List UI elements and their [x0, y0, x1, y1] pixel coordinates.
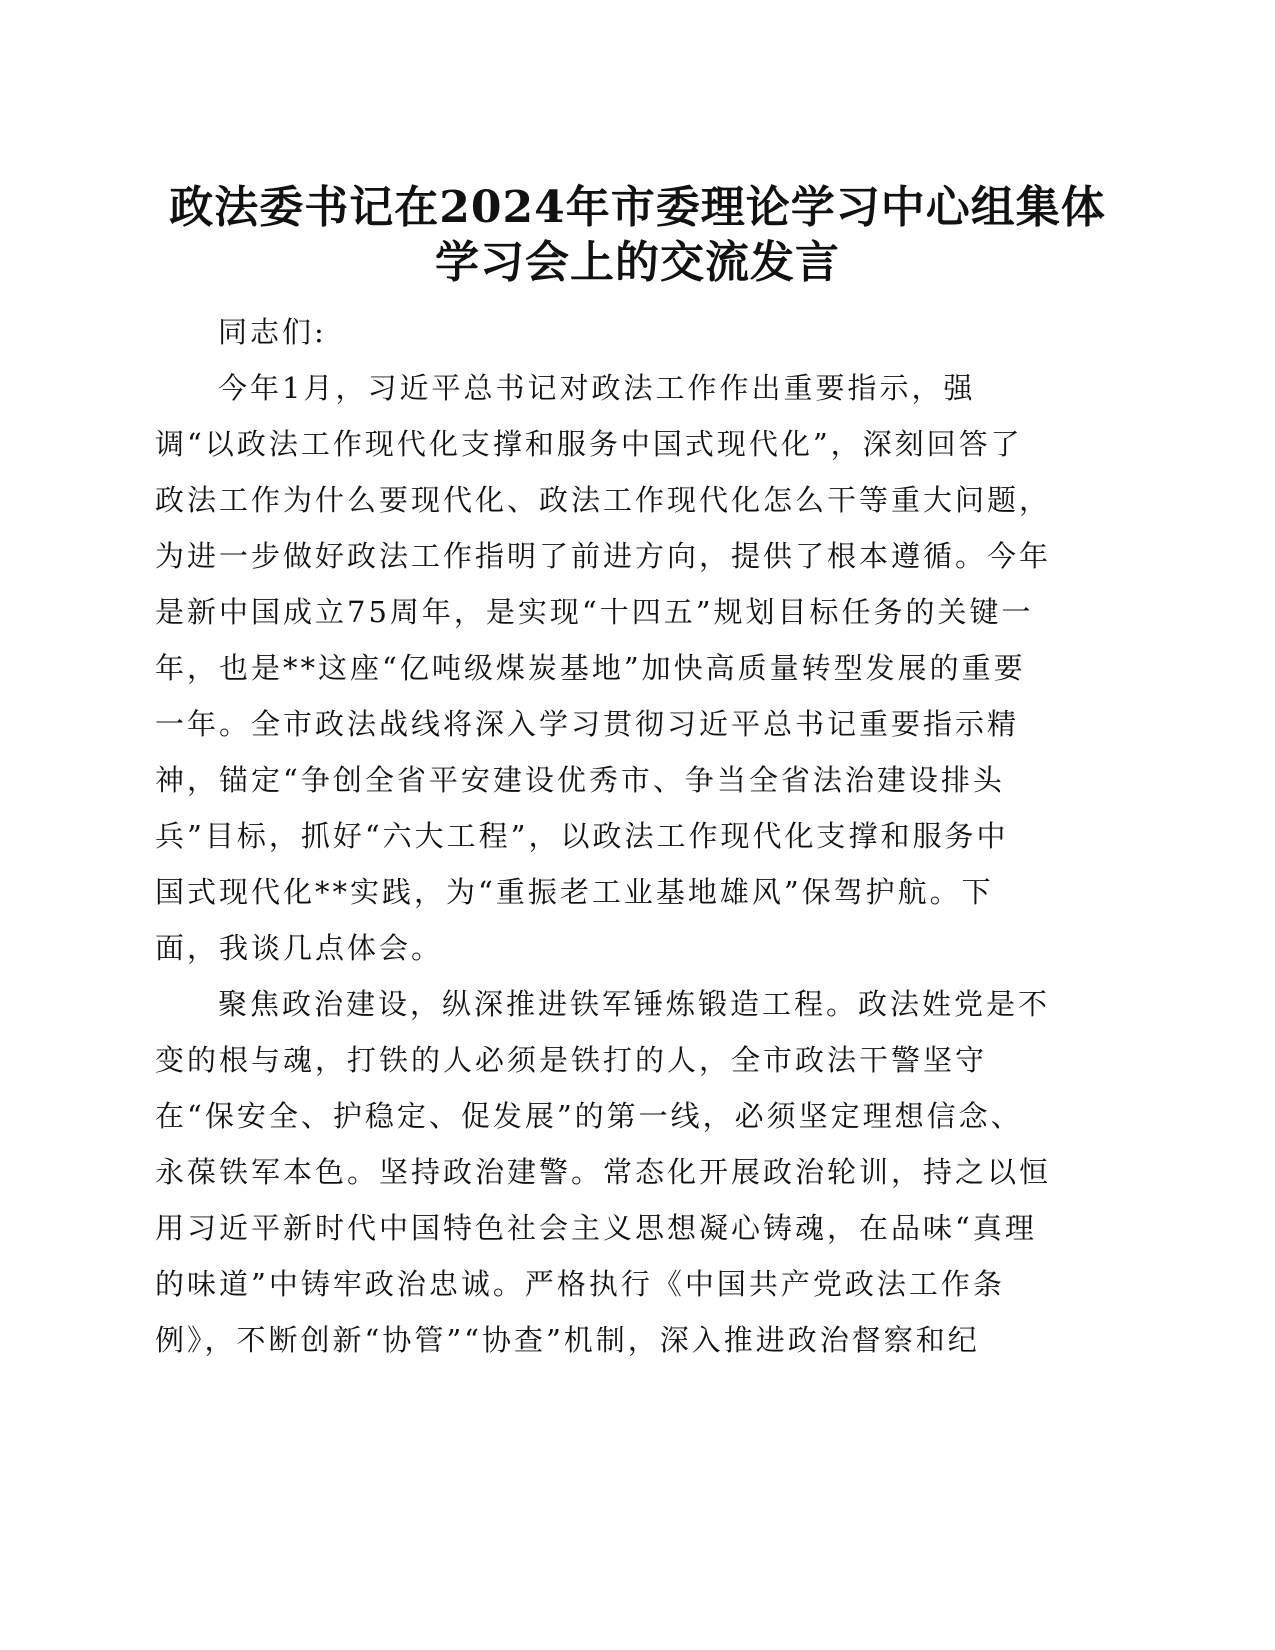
paragraph-line: 是新中国成立75周年，是实现“十四五”规划目标任务的关键一	[155, 595, 1034, 629]
paragraph-line: 变的根与魂，打铁的人必须是铁打的人，全市政法干警坚守	[155, 1043, 988, 1077]
paragraph-line: 用习近平新时代中国特色社会主义思想凝心铸魂，在品味“真理	[155, 1211, 1037, 1245]
document-title-line-2: 学习会上的交流发言	[435, 237, 840, 288]
paragraph-line: 面，我谈几点体会。	[155, 931, 444, 965]
paragraph-line: 兵”目标，抓好“六大工程”，以政法工作现代化支撑和服务中	[155, 819, 1009, 853]
paragraph-line: 聚焦政治建设，纵深推进铁军锤炼锻造工程。政法姓党是不	[218, 987, 1051, 1021]
paragraph-line: 在“保安全、护稳定、促发展”的第一线，必须坚定理想信念、	[155, 1099, 1023, 1133]
paragraph-line: 永葆铁军本色。坚持政治建警。常态化开展政治轮训，持之以恒	[155, 1155, 1052, 1189]
paragraph-line: 今年1月，习近平总书记对政法工作作出重要指示，强	[218, 371, 976, 405]
document-title-line-1: 政法委书记在2024年市委理论学习中心组集体	[169, 182, 1106, 233]
paragraph-line: 政法工作为什么要现代化、政法工作现代化怎么干等重大问题，	[155, 483, 1052, 517]
paragraph-line: 为进一步做好政法工作指明了前进方向，提供了根本遵循。今年	[155, 539, 1052, 573]
paragraph-line: 例》，不断创新“协管”“协查”机制，深入推进政治督察和纪	[155, 1323, 980, 1357]
paragraph-line: 国式现代化**实践，为“重振老工业基地雄风”保驾护航。下	[155, 875, 994, 909]
paragraph-line: 的味道”中铸牢政治忠诚。严格执行《中国共产党政法工作条	[155, 1267, 1005, 1301]
paragraph-line: 一年。全市政法战线将深入学习贯彻习近平总书记重要指示精	[155, 707, 1020, 741]
paragraph-line: 神，锚定“争创全省平安建设优秀市、争当全省法治建设排头	[155, 763, 1005, 797]
salutation: 同志们:	[218, 315, 327, 349]
paragraph-line: 调“以政法工作现代化支撑和服务中国式现代化”，深刻回答了	[155, 427, 1023, 461]
paragraph-line: 年，也是**这座“亿吨级煤炭基地”加快高质量转型发展的重要	[155, 651, 1026, 685]
